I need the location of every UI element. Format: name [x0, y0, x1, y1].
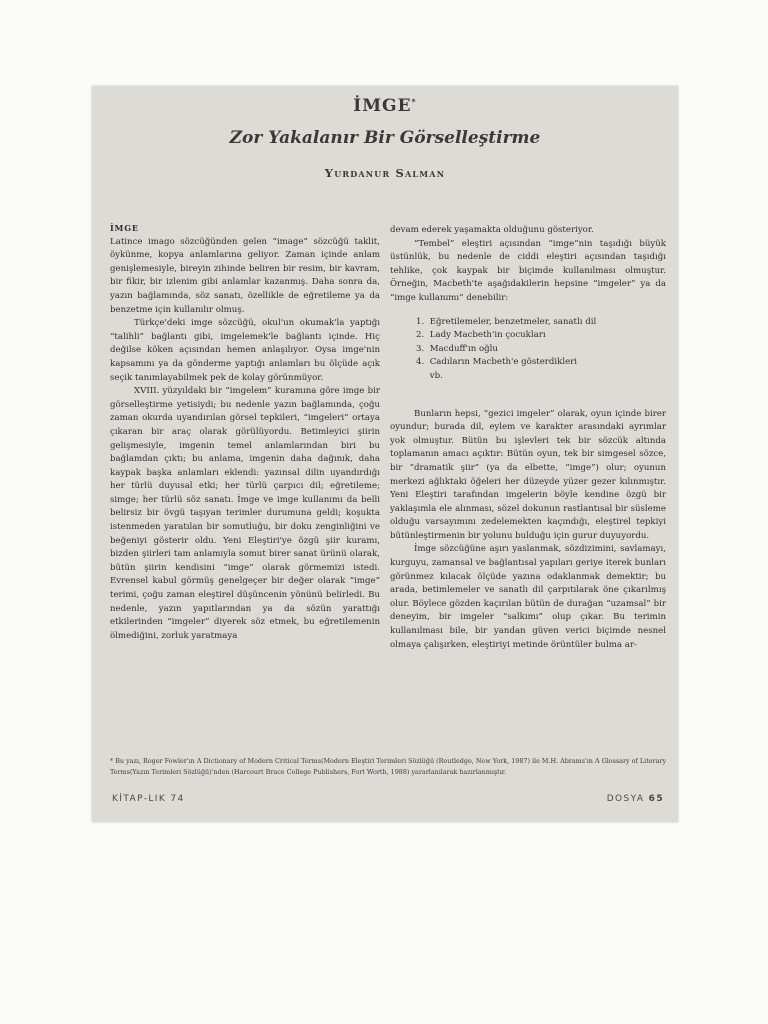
right-paragraph-4: İmge sözcüğüne aşırı yaslanmak, sözdizimini, savlamayı, kurguyu, zamansal ve bağlantısal yapıları geriye iterek bunları görünmez kılacak ölçüde yazına odaklanmak demektir; bu arada, betimlemeler ve sanatlı dil çarpıtılarak öne çıkarılmış olur. Böylece gözden kaçırılan bütün de durağan “uzamsal” bir deneyim, bir imgeler “salkımı” olup çıkar. Bu terimin kullanılması bile, bir yandan güven verici biçimde nesnel olmaya çalışırken, eleştiriyi metinde örüntüler bulma ar-: [390, 544, 666, 650]
article-title: [92, 96, 678, 116]
author-name: Yurdanur Salman: [324, 166, 446, 180]
section-heading: İMGE: [110, 223, 139, 233]
left-paragraph-2: Türkçe'deki imge sözcüğü, okul'un okumak'la yaptığı “talihli” bağlantı gibi, imgelemek'le bağlantı içinde. Hiç değilse köken açısından hemen anlaşılıyor. Oysa imge'nin kapsamını ya da gönderme yaptığı anlamları bu ölçüde açık seçik tanımlayabilmek pek de kolay görünmüyor.: [110, 318, 380, 383]
list-item-text: Macduff'ın oğlu: [429, 343, 498, 354]
right-paragraph-2: “Tembel” eleştiri açısından “imge”nin taşıdığı büyük üstünlük, bu nedenle de ciddi eleştiri açısından taşıdığı tehlike, çok kaypak bir biçimde kullanılması olmuştur. Örneğin, Macbeth'te aşağıdakilerin hepsine “imgeler” ya da “imge kullanımı” denebilir:: [390, 238, 666, 303]
list-item: [416, 329, 666, 343]
page-footer-right: [607, 794, 664, 804]
list-item-number: 4.: [416, 357, 425, 368]
footnote: * Bu yazı, Roger Fowler'ın A Dictionary of Modern Critical Terms(Modern Eleştiri Terimleri Sözlüğü (Routledge, New York, 1987) ile M.H. Abrams'ın A Glossary of Literary Terms(Yazın Terimleri Sözlüğü)'nden (Harcourt Brace College Publishers, Fort Worth, 1988) yararlanılarak hazırlanmıştır.: [110, 757, 667, 776]
right-paragraph-1: devam ederek yaşamakta olduğunu gösteriyor.: [390, 225, 594, 235]
list-item-text: Lady Macbeth'in çocukları: [429, 330, 546, 341]
list-item-number: 2.: [416, 330, 425, 341]
page-number: 65: [648, 794, 664, 804]
section-label: DOSYA: [606, 794, 645, 804]
list-item-number: 3.: [416, 343, 425, 354]
right-column: [390, 224, 666, 744]
title-text: İMGE: [353, 96, 412, 116]
left-column: [110, 222, 380, 742]
list-item-text: Eğretilemeler, benzetmeler, sanatlı dil: [429, 316, 597, 327]
paragraph-gap: [390, 396, 666, 408]
right-paragraph-3: Bunların hepsi, “gezici imgeler” olarak, oyun içinde birer oyundur; burada dil, eylem ve karakter arasındaki ayrımlar yok olmuştur. Bütün bu işlevleri tek bir sözcük altında toplamanın amacı açıktır: Bütün oyun, tek bir simgesel sözce, bir “dramatik şiir” (ya da elbette, “imge”) olur; oyunun merkezi ağlıktaki öğeleri her düzeyde yüzer gezer kılınmıştır. Yeni Eleştiri tarafından imgelerin böyle kendine özgü bir yaklaşımla ele alınması, sözel dokunun rastlantısal bir süsleme olduğu varsayımını zedelemekten kaçındığı, eleştirel tepkiyi bütünleştirmenin bir yolunu bulduğu için gurur duyuyordu.: [390, 408, 666, 541]
example-list: [416, 316, 666, 384]
magazine-footer: KİTAP-LIK 74: [112, 794, 185, 804]
list-item: [416, 343, 666, 357]
left-paragraph-3: XVIII. yüzyıldaki bir “imgelem” kuramına göre imge bir görselleştirme yetisiydi; bu nedenle yazın bağlamında, çoğu zaman okurda uyandırılan görsel tepkileri, “imgeleri” ortaya çıkaran bir araç olarak görülüyordu. Betimleyici şiirin gelişmesiyle, imgenin temel anlamlarından biri bu bağlamdan çıktı; bu anlama, imgenin daha dağınık, daha kaypak başka anlamları eklendi: yazınsal dilin uyandırdığı her türlü duyusal etki; her türlü çarpıcı dil; eğretileme; simge; her türlü söz sanatı. İmge ve imge kullanımı da belli belirsiz bir övgü taşıyan terimler durumuna geldi; koşukta istenmeden yaratılan bir somutluğu, bir doku zenginliğini ve beğeniyi gösterir oldu. Yeni Eleştiri'ye özgü şiir kuramı, bizden şiirleri tam anlamıyla somut birer sanat ürünü olarak, bütün şiirin kendisini “imge” olarak görmemizi istedi. Evrensel kabul görmüş genelgeçer bir değer olarak “imge” terimi, çoğu zaman eleştirel düşüncenin yönünü belirledi. Bu nedenle, yazın yapıtlarından ya da sözün yarattığı etkilerinden “imgeler” diyerek söz etmek, bu eğretilemenin ölmediğini, zorluk yaratmaya: [110, 386, 380, 641]
list-item: [416, 370, 666, 384]
list-item-text: Cadıların Macbeth'e gösterdikleri: [429, 357, 578, 368]
list-item-number: 1.: [416, 316, 425, 327]
list-item: [416, 316, 666, 330]
title-footnote-mark: *: [411, 96, 417, 107]
scanned-page: [92, 86, 678, 822]
list-item-text: vb.: [429, 370, 443, 381]
list-item: [416, 356, 666, 370]
left-paragraph-1: Latince imago sözcüğünden gelen “image” sözcüğü taklit, öykünme, kopya anlamlarına geliyor. Zaman içinde anlam genişlemesiyle, bireyin zihinde beliren bir resim, bir kavram, bir fikir, bir izlenim gibi anlamlar kazanmış. Daha sonra da, yazın bağlamında, söz sanatı, özellikle de eğretileme ya da benzetme için kullanılır olmuş.: [110, 236, 380, 315]
article-subtitle: Zor Yakalanır Bir Görselleştirme: [229, 128, 541, 148]
